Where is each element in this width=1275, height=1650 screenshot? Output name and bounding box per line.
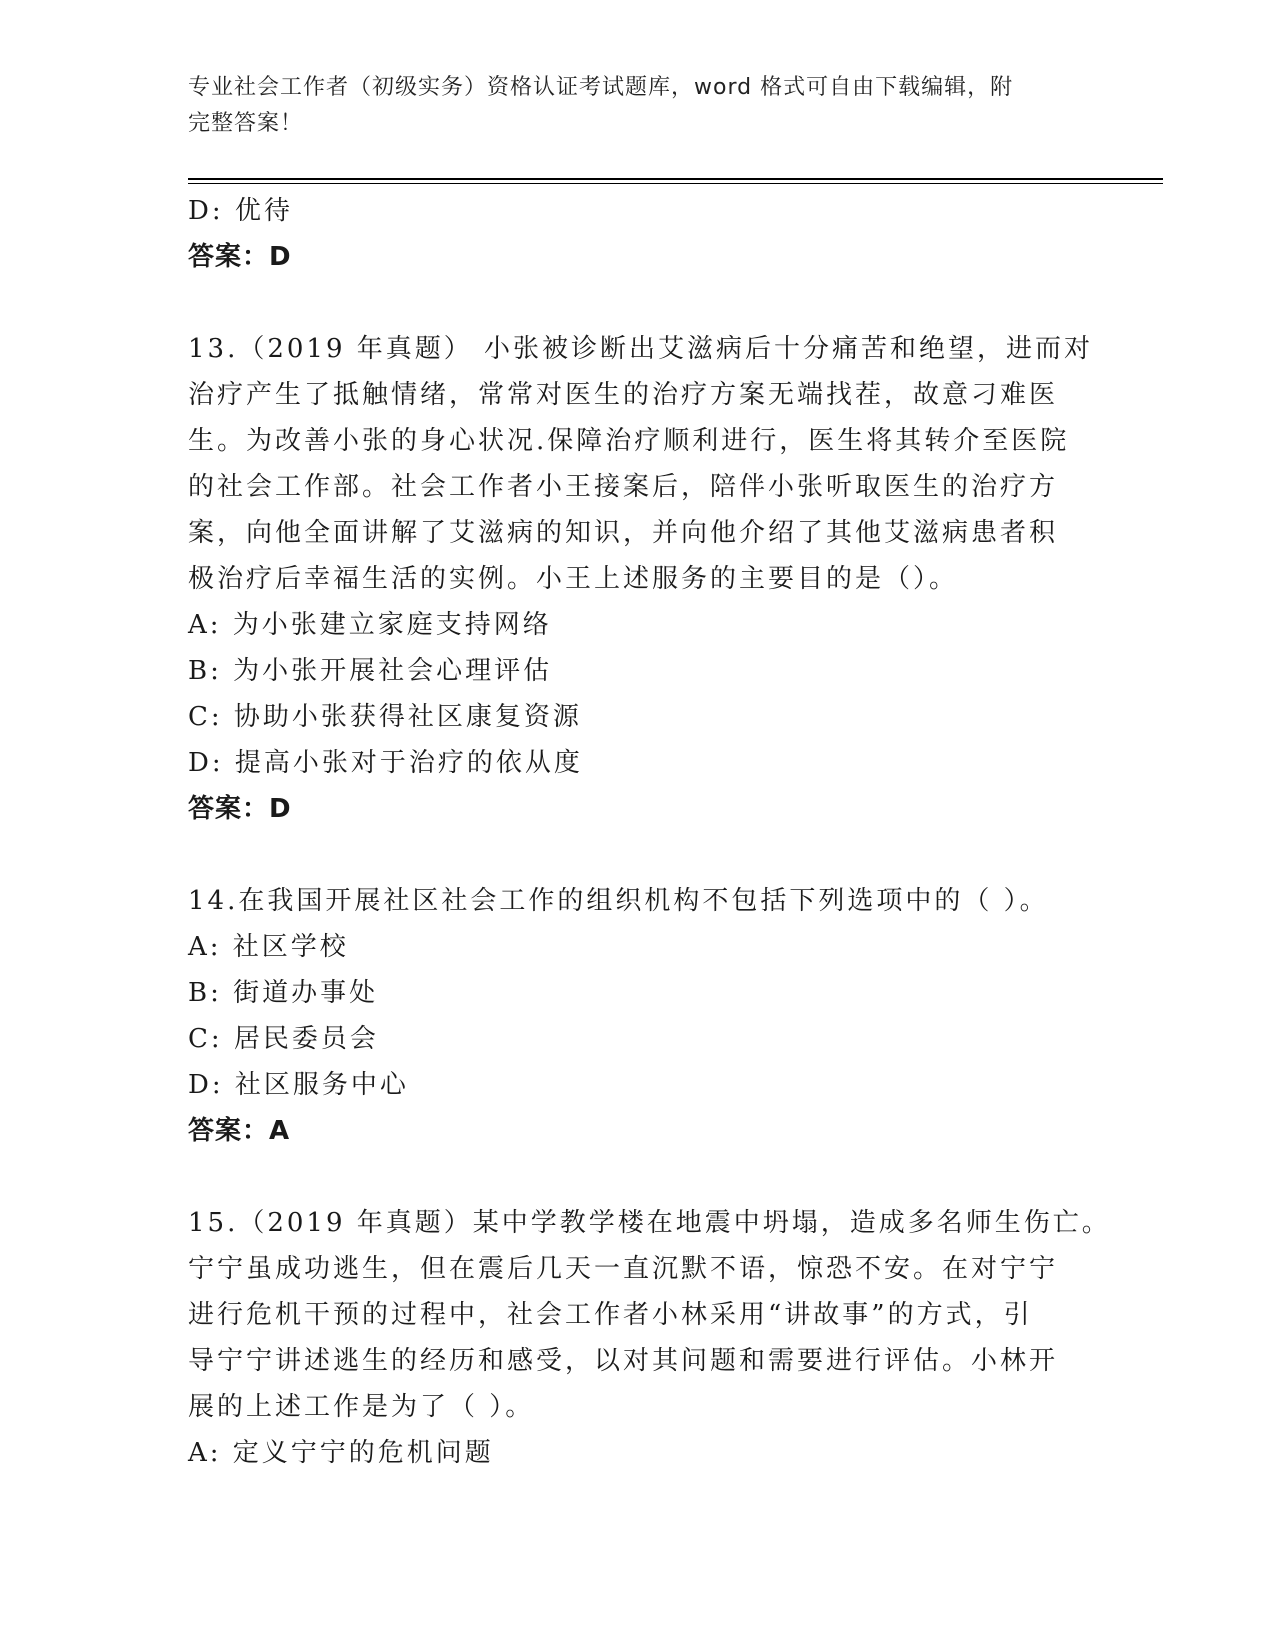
header-divider-thin	[188, 183, 1163, 184]
q15-option-a: A: 定义宁宁的危机问题	[188, 1438, 494, 1468]
q13-option-c: C: 协助小张获得社区康复资源	[188, 702, 582, 732]
q13-stem-line: 案，向他全面讲解了艾滋病的知识，并向他介绍了其他艾滋病患者积	[188, 518, 1059, 548]
q14-answer: 答案：A	[188, 1116, 291, 1146]
q13-answer: 答案：D	[188, 794, 292, 824]
q13-stem-line: 的社会工作部。社会工作者小王接案后，陪伴小张听取医生的治疗方	[188, 472, 1059, 502]
q14-option-a: A: 社区学校	[188, 932, 349, 962]
q14-option-b: B: 街道办事处	[188, 978, 379, 1008]
q15-stem-line: 导宁宁讲述逃生的经历和感受，以对其问题和需要进行评估。小林开	[188, 1346, 1059, 1376]
spacer	[188, 1154, 1088, 1200]
q13-stem-line: 治疗产生了抵触情绪，常常对医生的治疗方案无端找茬，故意刁难医	[188, 380, 1059, 410]
q13-stem	[188, 326, 1094, 602]
q15-stem-line: 展的上述工作是为了（ ）。	[188, 1392, 535, 1422]
q12-option-d: D: 优待	[188, 196, 293, 226]
spacer	[188, 832, 1088, 878]
spacer	[188, 280, 1088, 326]
q13-stem-line: 13.（2019 年真题） 小张被诊断出艾滋病后十分痛苦和绝望，进而对	[188, 334, 1094, 364]
q13-stem-line: 极治疗后幸福生活的实例。小王上述服务的主要目的是（）。	[188, 564, 959, 594]
q13-option-b: B: 为小张开展社会心理评估	[188, 656, 553, 686]
q13-stem-line: 生。为改善小张的身心状况.保障治疗顺利进行，医生将其转介至医院	[188, 426, 1070, 456]
q13-option-d: D: 提高小张对于治疗的依从度	[188, 748, 583, 778]
header-line-2: 完整答案！	[188, 111, 304, 136]
header-line-1: 专业社会工作者（初级实务）资格认证考试题库，word 格式可自由下载编辑，附	[188, 75, 1014, 100]
q15-stem-line: 15.（2019 年真题）某中学教学楼在地震中坍塌，造成多名师生伤亡。	[188, 1208, 1111, 1238]
question-content	[188, 188, 1111, 1476]
page-header	[188, 70, 1068, 142]
header-divider-thick	[188, 178, 1163, 180]
q14-option-c: C: 居民委员会	[188, 1024, 379, 1054]
q14-option-d: D: 社区服务中心	[188, 1070, 409, 1100]
q14-stem: 14.在我国开展社区社会工作的组织机构不包括下列选项中的（ ）。	[188, 886, 1049, 916]
q15-stem-line: 进行危机干预的过程中，社会工作者小林采用“讲故事”的方式，引	[188, 1300, 1033, 1330]
q13-option-a: A: 为小张建立家庭支持网络	[188, 610, 552, 640]
q15-stem-line: 宁宁虽成功逃生，但在震后几天一直沉默不语，惊恐不安。在对宁宁	[188, 1254, 1059, 1284]
q12-answer: 答案：D	[188, 242, 292, 272]
q15-stem	[188, 1200, 1111, 1430]
